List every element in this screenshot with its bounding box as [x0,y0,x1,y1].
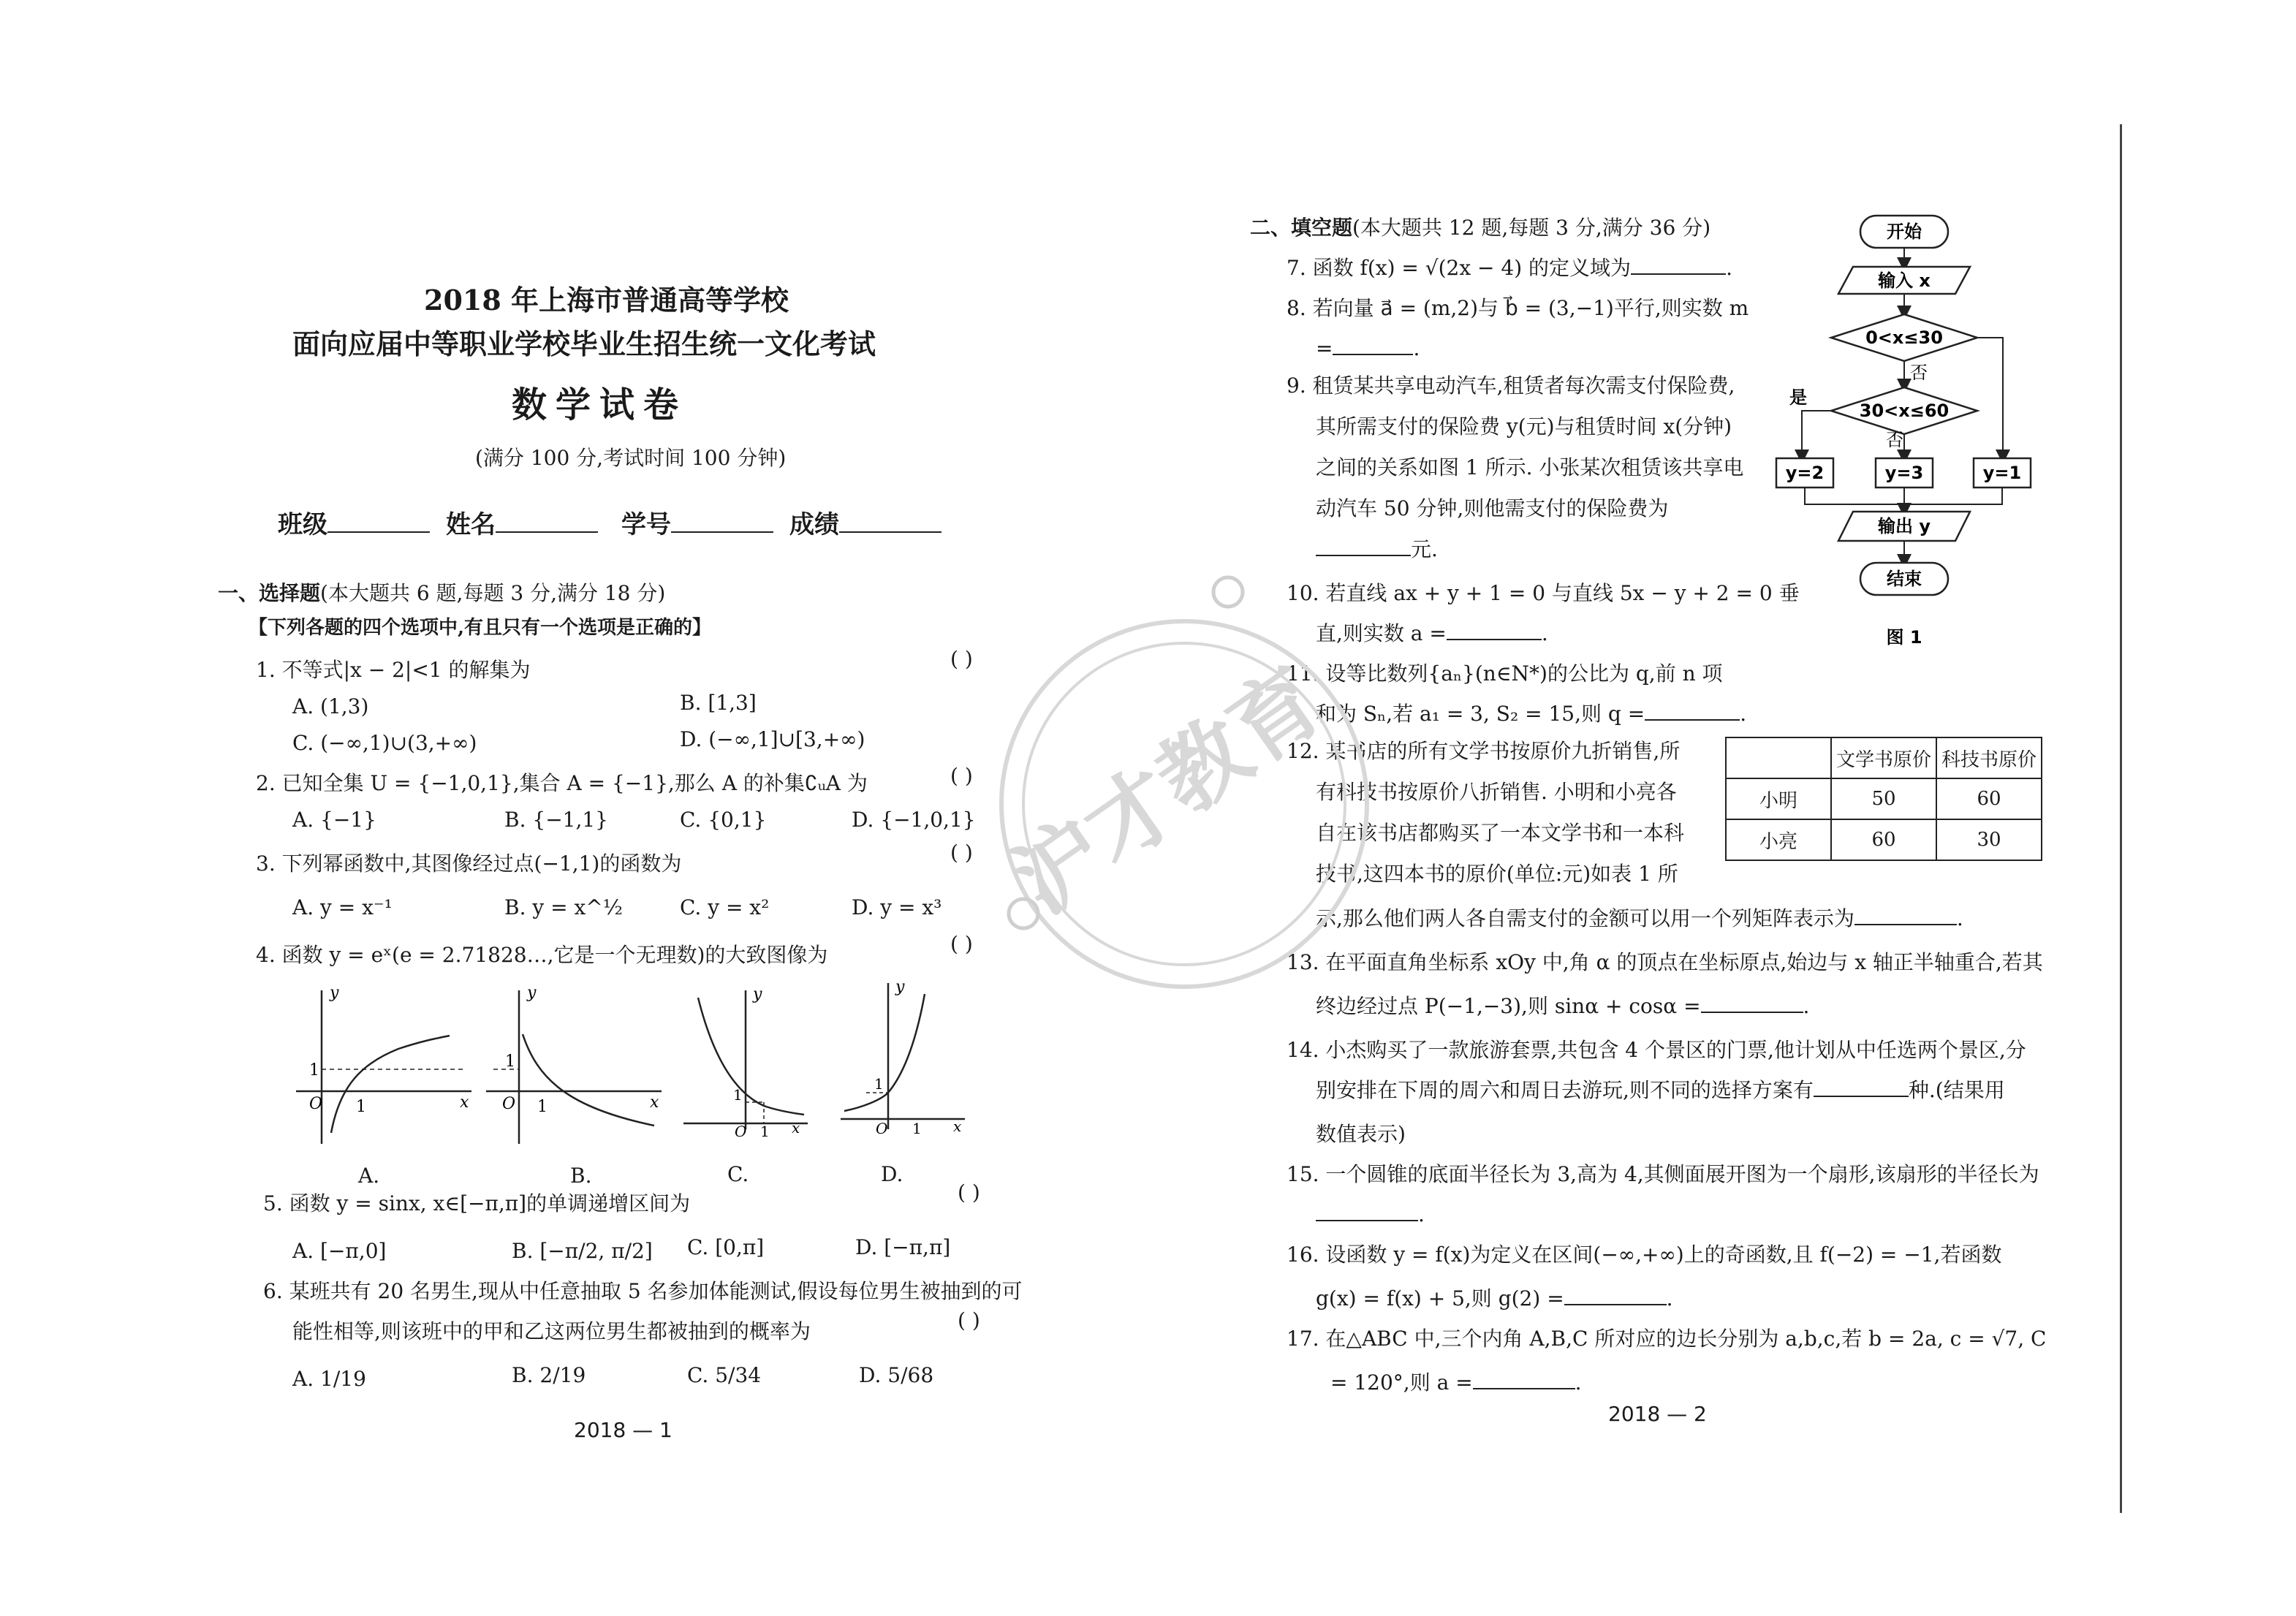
q12-line3: 自在该书店都购买了一本文学书和一本科 [1316,821,1685,845]
graph-b-y-one: 1 [505,1052,515,1071]
q5-paren: ( ) [958,1180,980,1205]
graph-d-label: D. [881,1162,903,1186]
graph-a [289,983,479,1151]
graph-b-origin: O [502,1095,516,1113]
flow-no-label-1: 否 [1910,363,1928,383]
q1-stem: 1. 不等式|x − 2|<1 的解集为 [256,658,531,682]
q6-option-c: C. 5/34 [687,1363,762,1387]
flow-input: 输入 x [1878,270,1931,291]
q2-option-b: B. {−1,1} [504,808,608,832]
q6-stem-line2: 能性相等,则该班中的甲和乙这两位男生都被抽到的概率为 [292,1319,811,1343]
graph-a-y-one: 1 [309,1061,319,1080]
table-row [1726,819,2042,860]
q6-stem: 6. 某班共有 20 名男生,现从中任意抽取 5 名参加体能测试,假设每位男生被抽到的可 [263,1279,1023,1303]
q9-line3: 之间的关系如图 1 所示. 小张某次租赁该共享电 [1316,455,1744,479]
q9-line4: 动汽车 50 分钟,则他需支付的保险费为 [1316,496,1669,520]
q1-option-a: A. (1,3) [292,694,369,718]
q6-option-b: B. 2/19 [512,1363,586,1387]
q3-option-a: A. y = x⁻¹ [292,895,393,919]
graph-c [676,983,822,1140]
graph-b [479,983,669,1151]
exam-title: 数学试卷 [512,384,688,425]
graph-c-x-label: x [792,1119,800,1137]
graph-d-origin: O [876,1120,888,1137]
field-name: 姓名 [446,504,598,540]
q3-option-c: C. y = x² [680,895,770,919]
q10-line1: 10. 若直线 ax + y + 1 = 0 与直线 5x − y + 2 = 0 垂 [1287,581,1800,605]
q8-line1: 8. 若向量 a⃗ = (m,2)与 b⃗ = (3,−1)平行,则实数 m [1287,296,1749,320]
table-header-cell [1726,737,1831,778]
graph-d-x-label: x [953,1118,962,1135]
q14-line1: 14. 小杰购买了一款旅游套票,共包含 4 个景区的门票,他计划从中任选两个景区,分 [1287,1038,2026,1062]
q6-option-d: D. 5/68 [859,1363,934,1387]
q5-option-a: A. [−π,0] [292,1239,387,1263]
graph-d-y-label: y [895,978,905,996]
flow-end: 结束 [1887,569,1922,589]
graph-d-y-one: 1 [874,1075,884,1093]
watermark-stamp [958,570,1367,1009]
watermark-text: 沪才教育 [995,649,1341,934]
graph-c-y-label: y [753,985,762,1004]
table-cell: 50 [1831,778,1936,819]
q1-option-d: D. (−∞,1]∪[3,+∞) [680,727,865,751]
q15-line2: . [1316,1202,1425,1226]
field-score: 成绩 [789,504,941,540]
margin-rule [2120,124,2122,1513]
q6-option-a: A. 1/19 [292,1367,366,1391]
graph-c-y-one: 1 [733,1086,743,1104]
q13-line1: 13. 在平面直角坐标系 xOy 中,角 α 的顶点在坐标原点,始边与 x 轴正半轴重合,若其 [1287,950,2043,974]
q6-paren: ( ) [958,1308,980,1332]
flow-yes-label: 是 [1789,387,1807,408]
q16-line1: 16. 设函数 y = f(x)为定义在区间(−∞,+∞)上的奇函数,且 f(−2) = −1,若函数 [1287,1243,2002,1267]
graph-a-origin: O [309,1095,323,1113]
q11-line1: 11. 设等比数列{aₙ}(n∈N*)的公比为 q,前 n 项 [1287,661,1723,686]
book-price-table [1725,737,2042,861]
table-cell: 小明 [1726,778,1831,819]
q5-option-c: C. [0,π] [687,1235,765,1259]
q8-line2: = . [1316,336,1420,360]
exam-header-line2: 面向应届中等职业学校毕业生招生统一文化考试 [292,327,876,360]
graph-a-y-label: y [330,984,339,1002]
table-cell: 30 [1936,819,2042,860]
exam-subtitle: (满分 100 分,考试时间 100 分钟) [475,446,787,470]
q11-line2: 和为 Sₙ,若 a₁ = 3, S₂ = 15,则 q = . [1316,702,1747,726]
graph-b-x-one: 1 [537,1098,548,1116]
page-number-right: 2018 — 2 [1608,1402,1707,1426]
flow-box-1: y=2 [1785,463,1825,483]
table-header-row [1726,737,2042,778]
table-cell: 60 [1936,778,2042,819]
flowchart-figure [1776,212,2022,665]
q17-line1: 17. 在△ABC 中,三个内角 A,B,C 所对应的边长分别为 a,b,c,若 b = 2a, c = √7, C [1287,1327,2047,1351]
field-id: 学号 [621,504,773,540]
graph-c-x-one: 1 [760,1123,770,1140]
q5-option-b: B. [−π/2, π/2] [512,1239,653,1263]
flow-box-3: y=1 [1982,463,2022,483]
q1-option-c: C. (−∞,1)∪(3,+∞) [292,731,477,755]
q14-line3: 数值表示) [1316,1122,1406,1146]
table-header-cell: 文学书原价 [1831,737,1936,778]
graph-b-label: B. [570,1164,592,1188]
section2-heading: 二、填空题(本大题共 12 题,每题 3 分,满分 36 分) [1250,216,1711,240]
q12-line4: 技书,这四本书的原价(单位:元)如表 1 所 [1316,862,1678,886]
exam-header-line1: 2018 年上海市普通高等学校 [424,284,789,316]
q5-stem: 5. 函数 y = sinx, x∈[−π,π]的单调递增区间为 [263,1191,691,1215]
q1-option-b: B. [1,3] [680,691,757,715]
q4-paren: ( ) [950,932,973,956]
section1-note: 【下列各题的四个选项中,有且只有一个选项是正确的】 [249,617,712,639]
q9-line1: 9. 租赁某共享电动汽车,租赁者每次需支付保险费, [1287,373,1735,398]
q13-line2: 终边经过点 P(−1,−3),则 sinα + cosα = . [1316,994,1810,1018]
graph-c-label: C. [727,1162,749,1186]
q2-option-d: D. {−1,0,1} [852,808,976,832]
graph-a-x-one: 1 [356,1098,366,1116]
q10-line2: 直,则实数 a = . [1316,621,1548,645]
flow-caption: 图 1 [1886,627,1922,648]
graph-d-x-one: 1 [912,1120,922,1137]
field-class: 班级 [278,504,430,540]
q5-option-d: D. [−π,π] [855,1235,951,1259]
q9-block [1287,365,1743,570]
q15-line1: 15. 一个圆锥的底面半径长为 3,高为 4,其侧面展开图为一个扇形,该扇形的半径长为 [1287,1162,2039,1186]
q9-line5: 元. [1287,529,1743,570]
q9-line2: 其所需支付的保险费 y(元)与租赁时间 x(分钟) [1316,414,1732,439]
q2-option-c: C. {0,1} [680,808,767,832]
q14-line2: 别安排在下周的周六和周日去游玩,则不同的选择方案有 种.(结果用 [1316,1078,2005,1102]
graph-a-label: A. [358,1164,380,1188]
q3-option-b: B. y = x^½ [504,895,623,919]
flow-no-label-2: 否 [1886,430,1903,450]
table-cell: 60 [1831,819,1936,860]
flow-cond1: 0<x≤30 [1865,327,1943,348]
q4-stem: 4. 函数 y = eˣ(e = 2.71828…,它是一个无理数)的大致图像为 [256,943,828,967]
q2-paren: ( ) [950,764,973,788]
graph-c-origin: O [735,1123,747,1140]
q12-line1: 12. 某书店的所有文学书按原价九折销售,所 [1287,739,1681,763]
graph-a-x-label: x [460,1093,469,1112]
table-row [1726,778,2042,819]
graph-b-x-label: x [650,1093,659,1112]
flow-output: 输出 y [1878,516,1931,536]
q16-line2: g(x) = f(x) + 5,则 g(2) = . [1316,1286,1673,1310]
q12-line5: 示,那么他们两人各自需支付的金额可以用一个列矩阵表示为 . [1316,906,1963,930]
q2-stem: 2. 已知全集 U = {−1,0,1},集合 A = {−1},那么 A 的补集∁ᵤA 为 [256,771,868,795]
table-header-cell: 科技书原价 [1936,737,2042,778]
q3-paren: ( ) [950,841,973,865]
q1-paren: ( ) [950,647,973,671]
flow-cond2: 30<x≤60 [1859,401,1950,421]
q2-option-a: A. {−1} [292,808,376,832]
graph-b-y-label: y [527,984,537,1002]
page-number-left: 2018 — 1 [574,1418,672,1442]
q17-line2: = 120°,则 a = . [1330,1370,1582,1395]
section1-heading: 一、选择题(本大题共 6 题,每题 3 分,满分 18 分) [218,581,666,605]
q7: 7. 函数 f(x) = √(2x − 4) 的定义域为 . [1287,256,1732,280]
flow-box-2: y=3 [1884,463,1924,483]
q3-option-d: D. y = x³ [852,895,942,919]
table-cell: 小亮 [1726,819,1831,860]
q3-stem: 3. 下列幂函数中,其图像经过点(−1,1)的函数为 [256,851,682,876]
q12-line2: 有科技书按原价八折销售. 小明和小亮各 [1316,780,1677,804]
flow-start: 开始 [1887,221,1922,242]
